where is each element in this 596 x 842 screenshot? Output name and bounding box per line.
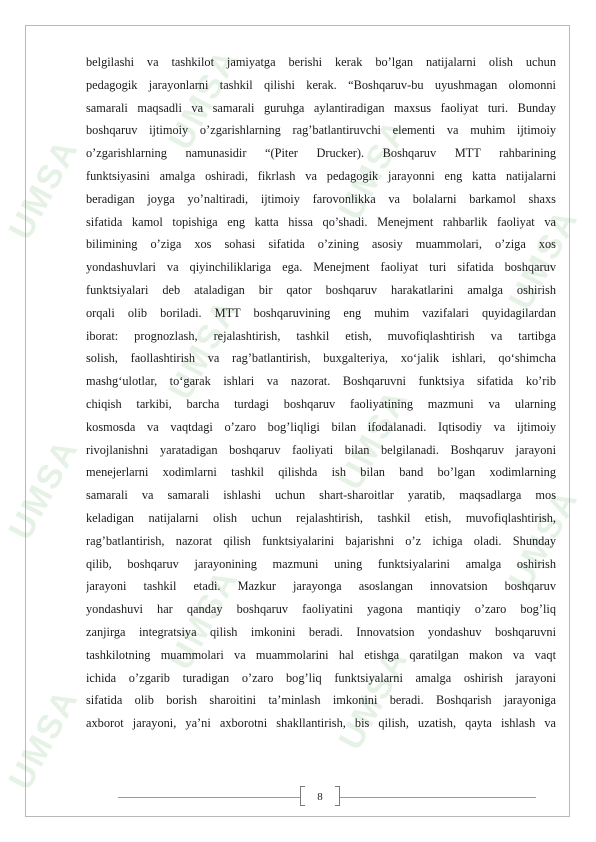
watermark: UMSA — [501, 202, 586, 316]
text-line: solish, faollashtirish va rag’batlantirish, buxgalteriya, xo‘jalik ishlari, qo‘shimcha — [86, 351, 556, 366]
text-line: funktsiyalari deb ataladigan bir qator boshqaruv harakatlarini amalga oshirish — [86, 282, 556, 297]
text-line: jarayoni tashkil etadi. Mazkur jarayonga asoslangan innovatsion boshqaruv — [86, 579, 556, 594]
text-line: orqali olib boriladi. MTT boshqaruvining eng muhim vazifalari quyidagilardan — [86, 305, 556, 320]
text-line: yondashuvi har qanday boshqaruv faoliyatini yagona mantiqiy o’zaro bog’liq — [86, 602, 556, 617]
text-line: samarali va samarali ishlashi uchun shart-sharoitlar yaratib, maqsadlarga mos — [86, 488, 556, 503]
text-line: ichida o’zgarib turadigan o’zaro bog’liq funktsiyalarni amalga oshirish jarayoni — [86, 670, 556, 685]
text-line: rivojlanishni yaratadigan boshqaruv faoliyati bilan belgilanadi. Boshqaruv jarayoni — [86, 442, 556, 457]
watermark: UMSA — [161, 42, 246, 156]
text-line: axborot jarayoni, ya’ni axborotni shakllantirish, bis qilish, uzatish, qayta ishlash va — [86, 716, 556, 731]
text-line: bilimining o’ziga xos sohasi sifatida o’zining asosiy muammolari, o’ziga xos — [86, 237, 556, 252]
text-line: belgilashi va tashkilot jamiyatga berishi kerak bo’lgan natijalarni olish uchun — [86, 55, 556, 69]
text-line: sifatida kamol topishiga eng katta hissa qo’shadi. Menejment rahbarlik faoliyat va — [86, 214, 556, 229]
text-line: chiqish tarkibi, barcha turdagi boshqaruv faoliyatining mazmuni va ularning — [86, 396, 556, 411]
text-line: tashkilotning muammolari va muammolarini hal etishga qaratilgan makon va vaqt — [86, 647, 556, 662]
watermark: UMSA — [1, 432, 86, 546]
body-paragraph — [86, 51, 556, 735]
text-line: sifatida olib borish sharoitini ta’minlash imkonini beradi. Boshqarish jarayoniga — [86, 693, 556, 708]
footer-rule-right — [340, 797, 536, 798]
text-line: menejerlarni xodimlarni tashkil qilishda ish bilan band bo’lgan xodimlarning — [86, 465, 556, 480]
text-line: mashg‘ulotlar, to‘garak ishlari va nazorat. Boshqaruvni funktsiya sifatida ko’rib — [86, 374, 556, 389]
watermark: UMSA — [331, 642, 416, 756]
text-line: rag’batlantirish, nazorat qilish funktsiyalarini bajarishni o’z ichiga oladi. Shunday — [86, 533, 556, 548]
watermark: UMSA — [1, 132, 86, 246]
text-line: samarali maqsadli va samarali guruhga aylantiradigan maxsus faoliyat turi. Bunday — [86, 100, 556, 115]
page-number: 8 — [317, 791, 323, 803]
watermark: UMSA — [161, 292, 246, 406]
text-line: funktsiyasini amalga oshiradi, fikrlash va pedagogik jarayonni eng katta natijalarni — [86, 168, 556, 183]
watermark: UMSA — [161, 562, 246, 676]
watermark: UMSA — [331, 112, 416, 226]
text-line: boshqaruv ijtimoiy o’zgarishlarning rag’batlantiruvchi elementi va muhim ijtimoiy — [86, 123, 556, 138]
text-line: beradigan joyga yo’naltiradi, ijtimoiy farovonlikka va bolalarni barkamol shaxs — [86, 191, 556, 206]
text-line: yondashuvlari va qiyinchiliklariga ega. Menejment faoliyat turi sifatida boshqaruv — [86, 260, 556, 275]
watermark: UMSA — [331, 382, 416, 496]
text-line: kosmosda va vaqtdagi o’zaro bog’liqligi bilan ifodalanadi. Iqtisodiy va ijtimoiy — [86, 419, 556, 434]
text-line: zanjirga integratsiya qilish imkonini beradi. Innovatsion yondashuv boshqaruvni — [86, 624, 556, 639]
text-line: iborat: prognozlash, rejalashtirish, tashkil etish, muvofiqlashtirish va tartibga — [86, 328, 556, 343]
text-line: o’zgarishlarning namunasidir “(Piter Drucker). Boshqaruv MTT rahbarining — [86, 146, 556, 161]
watermark: UMSA — [501, 482, 586, 596]
text-line: qilib, boshqaruv jarayonining mazmuni uning funktsiyalarini amalga oshirish — [86, 556, 556, 571]
text-line: keladigan natijalarni olish uchun rejalashtirish, tashkil etish, muvofiqlashtirish, — [86, 510, 556, 525]
watermark: UMSA — [1, 682, 86, 796]
text-line: pedagogik jarayonlarni tashkil qilishi kerak. “Boshqaruv-bu uyushmagan olomonni — [86, 77, 556, 92]
footer-rule-left — [118, 797, 300, 798]
